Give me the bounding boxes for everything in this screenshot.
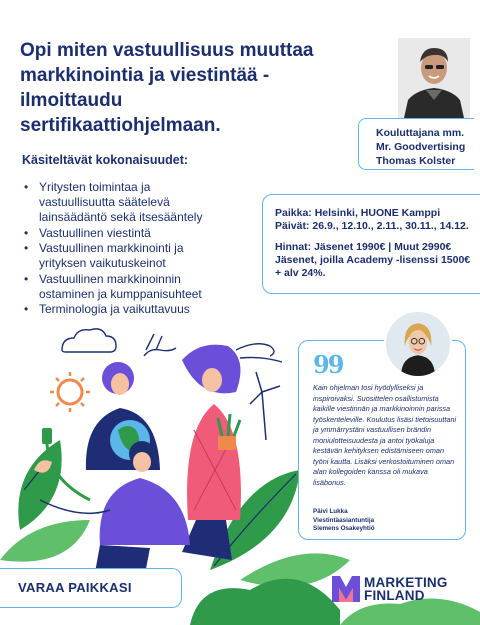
topics-heading: Käsiteltävät kokonaisuudet: <box>22 153 189 167</box>
topic-item: • Yritysten toimintaa ja vastuullisuutta säätelevä lainsäädäntö sekä itsesääntely <box>22 180 222 225</box>
testimonial-card <box>298 340 466 540</box>
testimonial-author <box>313 508 459 534</box>
reviewer-avatar <box>384 310 452 378</box>
trainer-portrait-image <box>398 38 470 118</box>
trainer-info-box <box>358 118 474 170</box>
page-title: Opi miten vastuullisuus muuttaa markkinointia ja viestintää - ilmoittaudu sertifikaattiohjelmaan. <box>20 40 314 136</box>
logo-line-1: MARKETING <box>364 575 448 590</box>
event-dates: Päivät: 26.9., 12.10., 2.11., 30.11., 14.12. <box>275 220 469 232</box>
trainer-line-2: Mr. Goodvertising <box>376 141 466 153</box>
author-company: Siemens Osakeyhtiö <box>313 525 375 532</box>
event-prices: Hinnat: Jäsenet 1990€ | Muut 2990€ <box>275 241 452 253</box>
topic-item: • Vastuullinen markkinoinnin ostaminen ja kumppanisuhteet <box>22 272 222 302</box>
trainer-photo <box>398 38 470 118</box>
event-vat: + alv 24%. <box>275 267 326 279</box>
topic-item: • Vastuullinen markkinointi ja yrityksen vaikutuskeinot <box>22 241 222 271</box>
author-title: Viestintäasiantuntija <box>313 516 375 524</box>
logo-wordmark <box>364 576 448 602</box>
trainer-line-3: Thomas Kolster <box>376 155 456 167</box>
event-info-box <box>262 194 480 294</box>
peace-hand-icon <box>144 334 176 356</box>
wind-turbine-icon <box>250 372 280 440</box>
event-academy-price: Jäsenet, joilla Academy -lisenssi 1500€ <box>275 254 471 266</box>
testimonial-text: Kain ohjelman tosi hyödylliseksi ja inspiroivaksi. Suosittelen osallistumista kaikille viestinnän ja markkinoinnin parissa työskenteleville. Koulutus lisäsi tietoisuuttani ja ymmärrystäni vastuullisen brändin moniulotteisuudesta ja antoi työkaluja kestävän kehityksen edistämiseen oman työni kautta. Lisäksi verkostoituminen oman alan kollegoiden kanssa oli mukava lisäbonus. <box>313 383 457 487</box>
cloud-icon <box>62 329 116 352</box>
reviewer-portrait-image <box>386 312 450 376</box>
trainer-line-1: Kouluttajana mm. <box>376 127 465 139</box>
reserve-seat-button[interactable]: VARAA PAIKKASI <box>0 568 182 608</box>
logo-line-2: FINLAND <box>364 588 425 603</box>
topic-item: • Vastuullinen viestintä <box>22 226 222 241</box>
author-name: Päivi Lukka <box>313 508 348 515</box>
quote-icon: 99 <box>313 350 343 379</box>
sun-icon <box>50 372 90 412</box>
event-place: Paikka: Helsinki, HUONE Kamppi <box>275 207 441 219</box>
topics-list <box>22 180 222 318</box>
topic-item: • Terminologia ja vaikuttavuus <box>22 302 222 317</box>
leaf-left <box>0 440 90 562</box>
marketing-finland-logo-mark-icon <box>332 576 360 602</box>
marketing-finland-logo <box>332 576 462 606</box>
wind-swirl-icon <box>236 344 282 362</box>
